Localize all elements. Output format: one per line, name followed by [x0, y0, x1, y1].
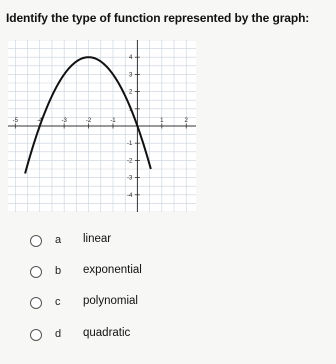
y-tick-label: 1 [129, 106, 133, 113]
choice-label: linear [83, 233, 112, 245]
x-tick-label: 1 [160, 118, 164, 124]
y-tick-label: 3 [129, 72, 133, 79]
y-tick-label: 4 [129, 55, 133, 62]
choice-label: quadratic [83, 327, 131, 339]
choice-letter: d [55, 328, 62, 340]
radio-c[interactable] [30, 297, 42, 309]
y-tick-label: 2 [129, 89, 133, 96]
choice-letter: b [55, 265, 62, 277]
y-tick-label: -3 [127, 175, 133, 182]
function-graph [8, 40, 196, 212]
radio-a[interactable] [30, 235, 42, 247]
choice-label: exponential [83, 264, 142, 276]
choice-letter: c [55, 296, 61, 308]
y-tick-label: -4 [127, 192, 133, 199]
graph-svg [8, 40, 196, 212]
x-tick-label: -2 [85, 118, 92, 124]
x-tick-label: -1 [110, 118, 116, 124]
x-tick-label: -4 [37, 118, 43, 124]
choice-letter: a [55, 234, 62, 246]
y-tick-label: -2 [127, 158, 133, 165]
radio-b[interactable] [30, 266, 42, 278]
x-tick-label: 2 [184, 118, 188, 124]
radio-d[interactable] [30, 329, 42, 341]
x-tick-label: -5 [12, 118, 18, 124]
y-tick-label: -1 [127, 141, 133, 148]
question-text: Identify the type of function represented by the graph: [6, 11, 310, 25]
x-tick-label: -3 [61, 118, 67, 124]
choice-label: polynomial [83, 295, 138, 307]
